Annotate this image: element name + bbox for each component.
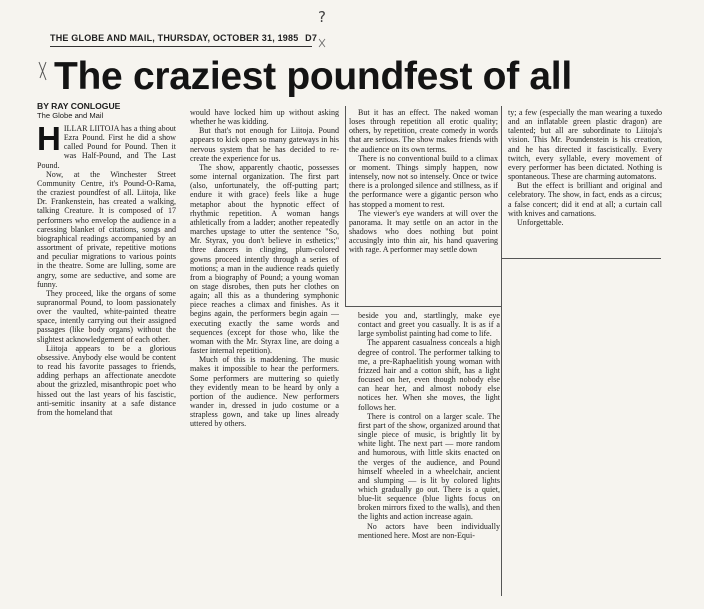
drop-cap: H (37, 124, 61, 157)
masthead-rule (50, 46, 312, 47)
headline: The craziest poundfest of all (54, 55, 572, 98)
article-column-2 (190, 108, 339, 520)
margin-mark (318, 38, 326, 48)
paragraph: But the effect is brilliant and original and celebratory. The show, in fact, ends as a circus; a false concert; did it end at all; a curtain call with knives and carnations. (508, 181, 662, 218)
paragraph: The apparent casualness conceals a high degree of control. The performer talking to me, a pre-Raphaelitish young woman with frizzed hair and a cotton shift, has a light focused on her, even though nobody else can hear her, and almost nobody else notices her. When she moves, the light follows her. (358, 338, 500, 412)
paragraph: Unforgettable. (517, 217, 564, 227)
paragraph: beside you and, startlingly, make eye contact and greet you casually. It is as if a large symbolist painting had come to life. (358, 311, 500, 339)
masthead-paper: THE GLOBE AND MAIL, THURSDAY, OCTOBER 31, 1985 (50, 33, 299, 43)
handwritten-annotation: ? (318, 8, 326, 26)
margin-mark (36, 60, 50, 82)
paragraph: Liitoja appears to be a glorious obsessive. Anybody else would be content to read his favorite passages to friends, adding perhaps an affectionate anecdote about the grizzled, misanthropic poet who hissed out the last years of his fascistic, anti-semitic insanity at a safe distance from the homeland that (37, 343, 176, 417)
paragraph: They proceed, like the organs of some supranormal Pound, to loom passionately over the vaulted, white-painted theatre space, intently carrying out their assigned passages (like body organs) without the slightest acknowledgement of each other. (37, 288, 176, 344)
paragraph: would have locked him up without asking whether he was kidding. (190, 108, 339, 127)
clipping-edge (501, 306, 502, 596)
byline-author: BY RAY CONLOGUE (37, 101, 121, 111)
paragraph: There is no conventional build to a climax or moment. Things simply happen, now intensely, now not so intensely. Once or twice there is a prolonged silence and stillness, as if the performance were a gigantic person who has stopped a moment to rest. (349, 153, 498, 209)
paragraph: No actors have been individually mentioned here. Most are non-Equi- (358, 521, 500, 540)
clipping-edge (345, 306, 501, 307)
paragraph: ty; a few (especially the man wearing a tuxedo and an inflatable green plastic dragon) are talented; but all are subordinate to Liitoja's vision. This Mr. Poundenstein is his creation, and he has directed it fascistically. Every twitch, every syllable, every movement of every performer has been dictated. Nothing is spontaneous. These are charming automatons. (508, 108, 662, 182)
masthead (50, 33, 318, 43)
clipping-edge (501, 106, 502, 306)
clipping-edge (345, 106, 346, 306)
article-column-3-bottom (358, 311, 500, 592)
paragraph: The viewer's eye wanders at will over the panorama. It may settle on an actor in the shadows who does nothing but point accusingly into thin air, his hand quavering with rage. A performer may settle down (349, 208, 498, 255)
byline (37, 101, 120, 121)
byline-affiliation: The Globe and Mail (37, 111, 104, 120)
paragraph: But it has an effect. The naked woman loses through repetition all erotic quality; others, by repetition, create comedy in words that are serious. The show makes friends with the audience on its own terms. (349, 108, 498, 154)
paragraph: The show, apparently chaotic, possesses some internal organization. The first part (also, unfortunately, the off-putting part; endure it with grace) feels like a huge metaphor about the hypnotic effect of rhythmic repetition. A woman hangs athletically from a ladder; another repeatedly marches upstage to utter the sentence "So, Mr. Styrax, you don't believe in esthetics;" three dancers in clinging, plum-colored gowns proceed intently through a series of motions; a man in the audience reads quietly from a biography of Pound; a young woman on stage disrobes, then puts her clothes on again; all this as a thundering symphonic piece reaches a climax and finishes. As it begins again, the performers begin again — executing exactly the same words and sequences (except for those who, like the woman with the Mr. Styrax line, are doing a faster internal repetition). (190, 162, 339, 356)
article-column-3-top (349, 108, 498, 304)
paragraph: ILLAR LIITOJA has a thing about Ezra Pound. First he did a show called Pound for Pound. Then it was Half-Pound, and The Last Pound. (37, 124, 176, 170)
article-column-1 (37, 124, 176, 516)
clipping-edge (501, 258, 661, 259)
paragraph: Much of this is maddening. The music makes it impossible to hear the performers. Some performers are muttering so quietly they evidently mean to be heard by only a portion of the audience. New performers wander in, dressed in judo costume or a strapless gown, and take up lines already uttered by others. (190, 355, 339, 429)
paragraph: But that's not enough for Liitoja. Pound appears to kick open so many gateways in his nervous system that he has decided to re-create the experience for us. (190, 126, 339, 163)
article-column-4 (508, 108, 662, 258)
paragraph: There is control on a larger scale. The first part of the show, organized around that single piece of music, is brightly lit by white light. The next part — more random and humorous, with little skits enacted on the verges of the audience, and Pound himself wheeled in a wheelchair, ancient and slumping — is lit by colored lights which gradually go out. There is a quiet, blue-lit sequence (blue lights focus on broken mirrors fixed to the walls), and then the lights and action increase again. (358, 411, 500, 522)
masthead-page-number: D7 (305, 33, 318, 43)
paragraph: Now, at the Winchester Street Community Centre, it's Pound-O-Rama, the craziest poundfest of all. Liitoja, like Dr. Frankenstein, has created a walking, talking Creature. It is composed of 17 performers who envelop the audience in a caressing blanket of citations, songs and biographical readings accompanied by an assortment of private, repetitive motions and peculiar migrations to various points in the theatre. Some are lulling, some are angry, some are seductive, and some are funny. (37, 169, 176, 289)
